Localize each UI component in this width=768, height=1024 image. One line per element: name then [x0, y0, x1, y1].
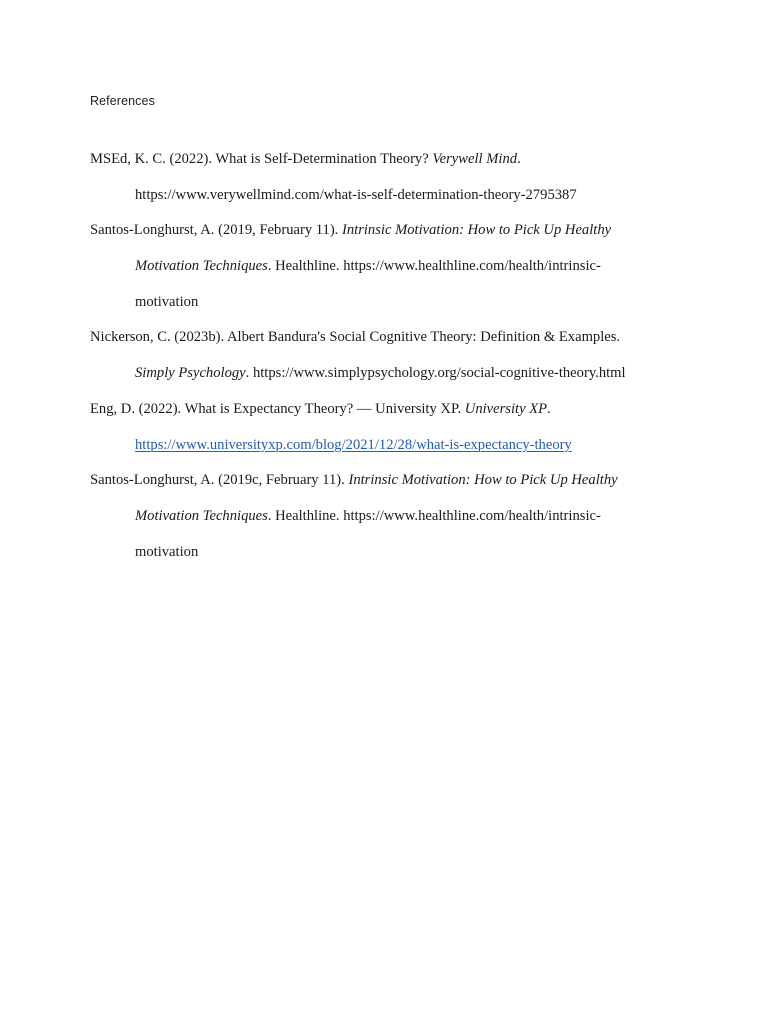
reference-line — [90, 249, 690, 285]
reference-text: . — [547, 400, 551, 417]
reference-line — [90, 463, 690, 499]
reference-text: . https://www.simplypsychology.org/social-cognitive-theory.html — [245, 365, 626, 382]
reference-line — [90, 499, 690, 535]
reference-line — [90, 356, 690, 392]
reference-entry — [90, 320, 690, 391]
reference-line — [90, 213, 690, 249]
reference-text: motivation — [135, 543, 199, 560]
reference-text: Eng, D. (2022). What is Expectancy Theory? — University XP. — [90, 400, 465, 417]
reference-line — [90, 285, 690, 321]
reference-text: Santos-Longhurst, A. (2019c, February 11). — [90, 472, 349, 489]
references-heading: References — [90, 94, 155, 108]
reference-line — [90, 320, 690, 356]
reference-entry — [90, 213, 690, 320]
references-list — [90, 142, 690, 570]
reference-line — [90, 535, 690, 571]
reference-entry — [90, 392, 690, 463]
reference-text: . — [517, 151, 521, 167]
reference-italic-text: Intrinsic Motivation: How to Pick Up Healthy — [348, 472, 618, 489]
reference-line — [90, 392, 690, 428]
reference-text: Nickerson, C. (2023b). Albert Bandura's Social Cognitive Theory: Definition & Examples. — [90, 329, 621, 346]
reference-italic-text: Intrinsic Motivation: How to Pick Up Healthy — [341, 222, 612, 239]
reference-italic-text: Motivation Techniques — [135, 507, 268, 524]
reference-entry — [90, 463, 690, 570]
reference-text: . Healthline. https://www.healthline.com/health/intrinsic- — [267, 258, 601, 275]
reference-italic-text: Motivation Techniques — [135, 258, 268, 275]
reference-text: . Healthline. https://www.healthline.com/health/intrinsic- — [267, 507, 601, 524]
reference-line — [90, 428, 690, 464]
reference-text: motivation — [135, 293, 199, 310]
reference-text: https://www.verywellmind.com/what-is-self-determination-theory-2795387 — [135, 186, 577, 203]
reference-italic-text: Simply Psychology — [135, 365, 246, 382]
reference-entry — [90, 142, 690, 213]
reference-italic-text: Verywell Mind — [432, 151, 518, 167]
reference-link[interactable]: https://www.universityxp.com/blog/2021/12/28/what-is-expectancy-theory — [135, 436, 572, 453]
reference-italic-text: University XP — [464, 400, 548, 417]
reference-text: Santos-Longhurst, A. (2019, February 11). — [90, 222, 342, 239]
reference-line — [90, 142, 690, 178]
reference-text: MSEd, K. C. (2022). What is Self-Determination Theory? — [90, 151, 433, 167]
reference-line — [90, 178, 690, 214]
